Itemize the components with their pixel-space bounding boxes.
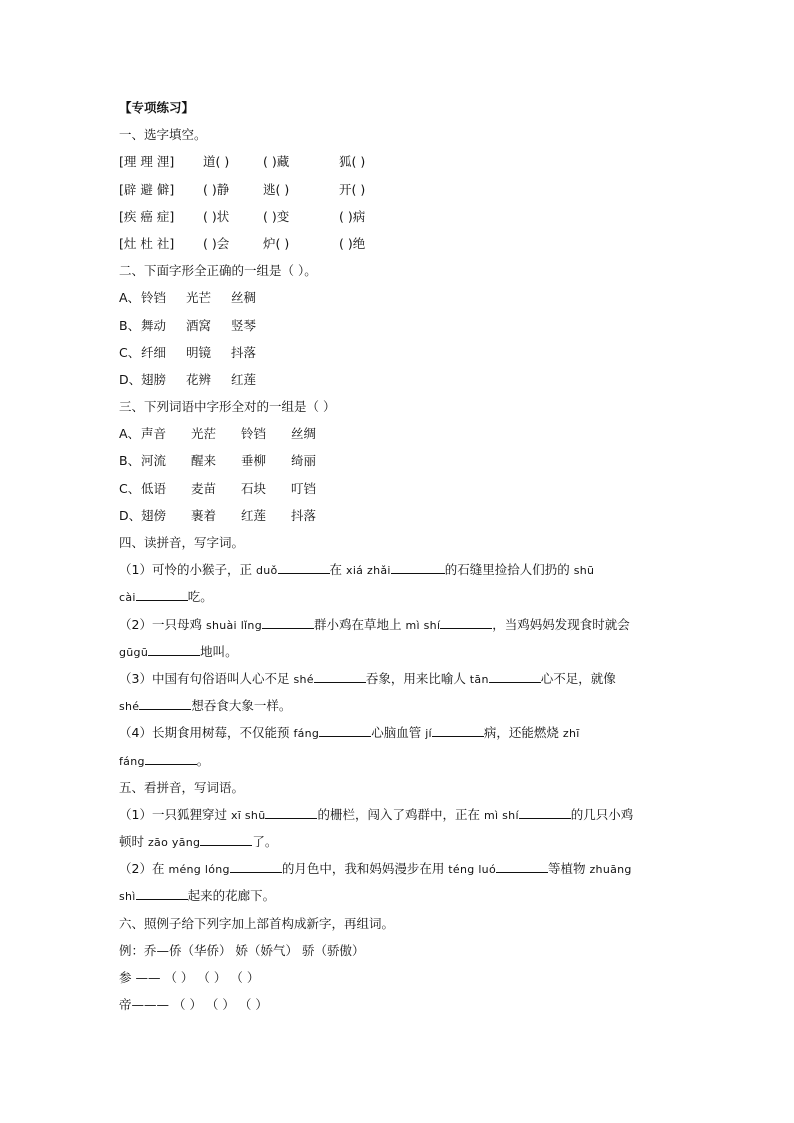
s5-q1-line2: 顿时 zāo yāng 了。 (119, 834, 278, 850)
s1-blank-b: 逃( ) (263, 181, 290, 197)
s6-slots[interactable]: （ ） （ ） （ ） (172, 997, 268, 1013)
answer-blank[interactable] (139, 697, 191, 710)
option-word: 光芒 (186, 290, 212, 306)
pinyin: zāo yāng (147, 836, 201, 850)
answer-blank[interactable] (265, 806, 317, 819)
answer-blank[interactable] (230, 860, 282, 873)
s6-row (119, 991, 679, 1018)
s1-blank-b: ( )变 (263, 208, 290, 224)
option-letter: B、 (119, 317, 141, 333)
pinyin: méng lóng (168, 863, 230, 877)
option-letter: D、 (119, 507, 142, 523)
s1-group: [疾 癌 症] (119, 208, 175, 224)
s5-q2-line1: （2）在 méng lóng 的月色中，我和妈妈漫步在用 téng luó 等植物 zhuāng (119, 861, 632, 877)
pinyin: cài (119, 591, 136, 605)
s4-q4-line2: fáng 。 (119, 752, 210, 768)
pinyin: mì shí (405, 618, 441, 632)
s3-option (119, 420, 679, 447)
s3-title: 三、下列词语中字形全对的一组是（ ） (119, 399, 336, 415)
option-letter: B、 (119, 453, 141, 469)
pinyin: shì (119, 890, 136, 904)
pinyin: gūgū (119, 645, 149, 659)
s2-option (119, 284, 679, 311)
s1-blank-a: ( )静 (203, 181, 230, 197)
answer-blank[interactable] (314, 670, 366, 683)
answer-blank[interactable] (391, 561, 445, 574)
pinyin: fáng (293, 727, 320, 741)
option-letter: C、 (119, 344, 141, 360)
option-word: 河流 (141, 453, 167, 469)
option-word: 石块 (241, 480, 267, 496)
s4-title: 四、读拼音，写字词。 (119, 535, 245, 550)
s1-blank-a: ( )会 (203, 235, 230, 251)
option-word: 铃铛 (141, 290, 167, 306)
option-word: 翅傍 (141, 507, 167, 523)
pinyin: mì shí (483, 808, 519, 822)
s1-group: [辟 避 僻] (119, 181, 175, 197)
option-word: 抖落 (291, 507, 317, 523)
s1-blank-c: 狐( ) (339, 154, 366, 170)
option-word: 丝绸 (291, 426, 317, 442)
q-text: （1）可怜的小猴子，正 duǒ 在 xiá zhǎi 的石缝里捡拾人们扔的 shū (119, 562, 595, 578)
s3-option (119, 475, 679, 502)
answer-blank[interactable] (148, 643, 200, 656)
pinyin: tān (469, 672, 489, 686)
pinyin: shuài lǐng (205, 618, 262, 632)
pinyin: shé (119, 700, 140, 714)
option-word: 麦苗 (191, 480, 217, 496)
pinyin: jí (425, 727, 432, 741)
worksheet (119, 94, 679, 1018)
answer-blank[interactable] (496, 860, 548, 873)
answer-blank[interactable] (136, 887, 188, 900)
s6-char: 帝——— (119, 997, 173, 1013)
answer-blank[interactable] (200, 833, 252, 846)
option-word: 裹着 (191, 507, 217, 523)
pinyin: duǒ (255, 564, 278, 578)
s4-q1-line1 (119, 556, 679, 583)
s1-row (119, 203, 679, 230)
option-word: 叮铛 (291, 480, 317, 496)
s1-blank-b: ( )藏 (263, 154, 290, 170)
option-word: 抖落 (231, 344, 257, 360)
s4-q3-line2: shé 想吞食大象一样。 (119, 698, 292, 714)
s5-title: 五、看拼音，写词语。 (119, 779, 245, 795)
pinyin: shé (293, 672, 314, 686)
s1-blank-c: 开( ) (339, 181, 366, 197)
s4-q4-line1: （4）长期食用树莓，不仅能预 fáng 心脑血管 jí 病，还能燃烧 zhī (119, 725, 580, 741)
s1-group: [理 理 浬] (119, 154, 175, 170)
s2-option (119, 312, 679, 339)
s6-example: 例：乔—侨（华侨） 娇（娇气） 骄（骄傲） (119, 942, 365, 958)
option-letter: D、 (119, 371, 142, 387)
s1-blank-a: 道( ) (203, 154, 230, 170)
answer-blank[interactable] (519, 806, 571, 819)
option-word: 舞动 (141, 317, 167, 333)
option-word: 声音 (141, 426, 167, 442)
s1-blank-a: ( )状 (203, 208, 230, 224)
s2-title: 二、下面字形全正确的一组是（ ）。 (119, 263, 317, 279)
s6-title: 六、照例子给下列字加上部首构成新字，再组词。 (119, 915, 395, 931)
option-letter: A、 (119, 426, 141, 442)
s5-q2-line2: shì 起来的花廊下。 (119, 888, 276, 904)
s6-char: 参 —— (119, 970, 165, 985)
s1-group: [灶 杜 社] (119, 235, 175, 251)
s1-blank-b: 炉( ) (263, 235, 290, 251)
option-word: 垂柳 (241, 453, 267, 469)
s2-option (119, 366, 679, 393)
pinyin: zhī (562, 727, 580, 741)
option-word: 铃铛 (241, 426, 267, 442)
answer-blank[interactable] (136, 588, 188, 601)
answer-blank[interactable] (489, 670, 541, 683)
answer-blank[interactable] (319, 724, 371, 737)
option-word: 红莲 (241, 507, 267, 523)
s3-option (119, 447, 679, 474)
s4-q1-line2: cài 吃。 (119, 589, 213, 605)
pinyin: fáng (119, 754, 145, 768)
option-word: 竖琴 (231, 317, 257, 333)
answer-blank[interactable] (262, 616, 314, 629)
option-word: 低语 (141, 480, 167, 496)
section-header: 【专项练习】 (119, 100, 195, 115)
option-word: 纤细 (141, 344, 167, 360)
option-word: 光茫 (191, 426, 217, 442)
s6-row (119, 964, 679, 991)
s1-title: 一、选字填空。 (119, 127, 207, 143)
answer-blank[interactable] (440, 616, 492, 629)
answer-blank[interactable] (432, 724, 484, 737)
s3-option (119, 502, 679, 529)
s2-option (119, 339, 679, 366)
pinyin: xiá zhǎi (346, 564, 391, 578)
option-word: 醒来 (191, 453, 217, 469)
option-word: 丝稠 (231, 290, 257, 306)
pinyin: zhuāng (589, 863, 632, 877)
option-word: 酒窝 (186, 317, 212, 333)
pinyin: téng luó (448, 863, 496, 877)
s6-slots[interactable]: （ ） （ ） （ ） (164, 970, 260, 985)
s4-q2-line2: gūgū 地叫。 (119, 643, 238, 659)
pinyin: shū (573, 564, 595, 578)
s1-row (119, 230, 679, 257)
option-word: 明镜 (186, 344, 212, 360)
s1-blank-c: ( )病 (339, 208, 366, 224)
option-word: 花辨 (186, 371, 212, 387)
answer-blank[interactable] (278, 561, 330, 574)
option-word: 红莲 (231, 371, 257, 387)
answer-blank[interactable] (145, 752, 197, 765)
s4-q2-line1: （2）一只母鸡 shuài lǐng 群小鸡在草地上 mì shí ，当鸡妈妈发现食时就会 (119, 616, 630, 632)
s1-blank-c: ( )绝 (339, 235, 366, 251)
option-letter: A、 (119, 290, 141, 306)
s1-row (119, 176, 679, 203)
s5-q1-line1: （1）一只狐狸穿过 xī shū 的栅栏，闯入了鸡群中，正在 mì shí 的几只小鸡 (119, 806, 634, 822)
option-letter: C、 (119, 480, 141, 496)
option-word: 翅膀 (141, 371, 167, 387)
s4-q3-line1: （3）中国有句俗语叫人心不足 shé 吞象，用来比喻人 tān 心不足，就像 (119, 670, 616, 686)
option-word: 绮丽 (291, 453, 317, 469)
pinyin: xī shū (230, 808, 266, 822)
s1-row (119, 148, 679, 175)
